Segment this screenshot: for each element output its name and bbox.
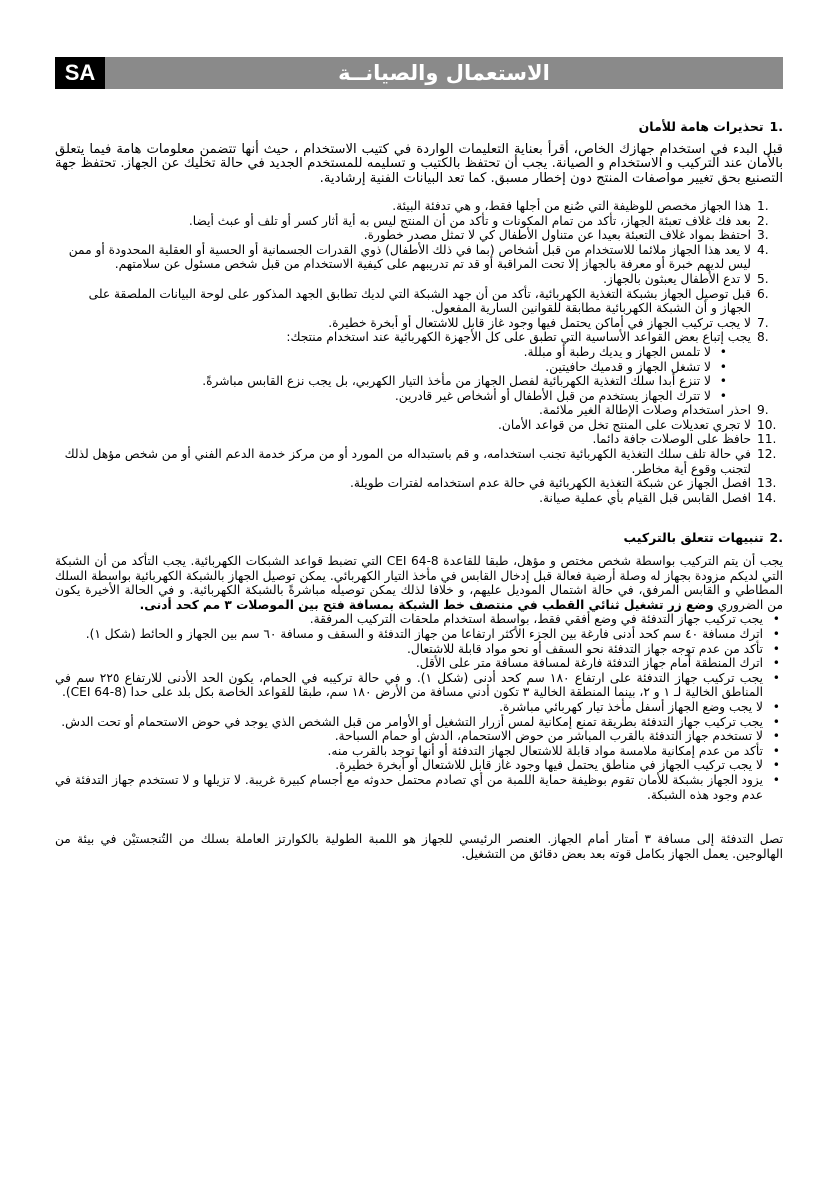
safety-intro-paragraph: قبل البدء في استخدام جهازك الخاص، أقرأ بعناية التعليمات الواردة في كتيب الاستخدام ، حيث أنها تتضمن معلومات هامة فيما يتعلق بالأمان عند التركيب و الاستخدام و الصيانة. يجب أن تحتفظ بالكتيب و تسليمه للمستخدم الجديد في حالة تخليك عن الجهاز. تحتفظ جهة التصنيع بحق تغيير مواصفات المنتج دون إخطار مسبق. كما تعد البيانات الفنية إرشادية.: [55, 141, 783, 187]
section-title: تحذيرات هامة للأمان: [638, 119, 764, 134]
section-number: .2: [769, 530, 783, 546]
electrical-rules-sublist: [55, 345, 751, 403]
bullet-item: • تأكد من عدم إمكانية ملامسة مواد قابلة للاشتعال لجهاز التدفئة أو أنها توجد بالقرب منه.: [55, 744, 783, 759]
list-item: 5. لا تدع الأطفال يعبثون بالجهاز.: [603, 271, 769, 286]
page-title: الاستعمال والصيانــة: [105, 57, 783, 89]
installation-bullets: [55, 612, 783, 802]
list-item: 14. افصل القابس قبل القيام بأي عملية صيانة.: [539, 490, 777, 505]
section-title: تنبيهات تتعلق بالتركيب: [623, 530, 764, 546]
country-code-badge: SA: [55, 57, 105, 89]
section-heading-installation: [55, 531, 783, 546]
list-item: 12. في حالة تلف سلك التغذية الكهربائية تجنب استخدامه، و قم باستبداله من المورد أو من مركز خدمة الدعم الفني أو من شخص مؤهل لذلك لتجنب وقوع أية مخاطر.: [64, 447, 777, 476]
bullet-item: • يجب تركيب جهاز التدفئة على ارتفاع ١٨٠ سم كحد أدنى (شكل ١). و في حالة تركيبه في الحمام، يكون الحد الأدنى للارتفاع ٢٢٥ سم في المناطق الخالية لـ ١ و ٢، بينما المنطقة الخالية ٣ تكون أدني مسافة من الأرض ١٨٠ سم، طبقا للقواعد الخاصة بكل بلد على حدا (CEI 64-8).: [55, 671, 783, 700]
page-header: [55, 57, 783, 89]
list-item: 1. هذا الجهاز مخصص للوظيفة التي صُنع من أجلها فقط، و هي تدفئة البيئة.: [392, 198, 769, 213]
sub-list-item: • لا تنزع أبدا سلك التغذية الكهربائية لفصل الجهاز من مأخذ التيار الكهربي، بل يجب نزع القابس مباشرةً.: [55, 374, 729, 389]
bullet-item: • لا يجب تركيب الجهاز في مناطق يحتمل فيها وجود غاز قابل للاشتعال أو أبخرة خطيرة.: [55, 758, 783, 773]
list-item: 11. حافظ على الوصلات جافة دائما.: [592, 432, 777, 447]
installation-paragraph: يجب أن يتم التركيب بواسطة شخص مختص و مؤهل، طبقا للقاعدة CEI 64-8 التي تضبط قواعد الشبكات الكهربائية. يجب التأكد من أن الشبكة التي لديكم مزودة بجهاز له وصلة أرضية فعالة قبل إدخال القابس في مأخذ التيار الكهربائي. يمكن توصيل الجهاز بالشبكة الكهربائية بواسطة السلك المطاطي و القابس المرفق، في حالة اشتمال الموديل عليهم، و خلافا لذلك يمكن توصيله مباشرةً بالشبكة الكهربائية. و في الحالة الأخيرة يكون من الضروري وضع زر تشغيل ثنائي القطب في منتصف خط الشبكة بمسافة فتح بين الموصلات ٣ مم كحد أدنى.: [55, 554, 784, 612]
sub-list-item: • لا تشغل الجهاز و قدميك حافيتين.: [55, 360, 729, 375]
bullet-item: • يجب تركيب جهاز التدفئة في وضع أفقي فقط، بواسطة استخدام ملحقات التركيب المرفقة.: [55, 612, 783, 627]
bullet-item: • يزود الجهاز بشبكة للأمان تقوم بوظيفة حماية اللمبة من أي تصادم محتمل حدوثه مع أجسام كبيرة غريبة. لا تزيلها و لا تستخدم جهاز التدفئة في عدم وجود هذه الشبكة.: [55, 773, 783, 802]
list-item: 4. لا يعد هذا الجهاز ملائما للاستخدام من قبل أشخاص (بما في ذلك الأطفال) ذوي القدرات الجسمانية أو الحسية أو العقلية المحدودة أو ممن ليس لديهم خبرة أو معرفة بالجهاز إلا تحت المراقبة أو قد تم تدريبهم على كيفية الاستخدام من قبل شخص مسئول عن سلامتهم.: [68, 242, 769, 272]
section-number: .1: [769, 119, 783, 134]
bullet-item: • اترك مسافة ٤٠ سم كحد أدنى فارغة بين الجزء الأكثر ارتفاعا من جهاز التدفئة و السقف و مسافة ٦٠ سم بين الجهاز و الحائط (شكل ١).: [55, 627, 783, 642]
list-item: 2. بعد فك غلاف تعبئة الجهاز، تأكد من تمام المكونات و تأكد من أن المنتج ليس به أية أثار كسر أو تلف أو عبث أيضا.: [188, 213, 769, 228]
list-item: 13. افصل الجهاز عن شبكة التغذية الكهربائية في حالة عدم استخدامه لفترات طويلة.: [349, 476, 777, 491]
list-item: 9. احذر استخدام وصلات الإطالة الغير ملائمة.: [538, 403, 769, 418]
bullet-item: • يجب تركيب جهاز التدفئة بطريقة تمنع إمكانية لمس أزرار التشغيل أو الأوامر من قبل الشخص الذي يوجد في حوض الاستحمام أو تحت الدش.: [55, 715, 783, 730]
list-item: 8. يجب إتباع بعض القواعد الأساسية التي تطبق على كل الأجهزة الكهربائية عند استخدام منتجك: • لا تلمس الجهاز و يديك رطبة أو مبللة. • لا تشغل الجهاز و قدميك حافيتين. • لا تنزع أبدا سلك التغذية الكهربائية لفصل الجهاز من مأخذ التيار الكهربي، بل يجب نزع القابس مباشرةً. • لا تترك الجهاز يستخدم من قبل الأطفال أو أشخاص غير قادرين.: [55, 330, 783, 403]
list-item: 6. قبل توصيل الجهاز بشبكة التغذية الكهربائية، تأكد من أن جهد الشبكة التي لديك تطابق الجهد المذكور على لوحة البيانات الملصقة على الجهاز و أن الشبكة الكهربائية مطابقة للقوانين السارية المفعول.: [88, 286, 769, 316]
list-item: 10. لا تجري تعديلات على المنتج تخل من قواعد الأمان.: [498, 417, 777, 432]
section-heading-safety: [55, 120, 783, 135]
bullet-item: • تأكد من عدم توجه جهاز التدفئة نحو السقف أو نحو مواد قابلة للاشتعال.: [55, 642, 783, 657]
sub-list-item: • لا تلمس الجهاز و يديك رطبة أو مبللة.: [55, 345, 729, 360]
document-body: [55, 120, 783, 874]
list-item: 3. احتفظ بمواد غلاف التعبئة بعيدا عن متناول الأطفال كي لا تمثل مصدر خطورة.: [363, 228, 769, 243]
closing-paragraph: تصل التدفئة إلى مسافة ٣ أمتار أمام الجهاز. العنصر الرئيسي للجهاز هو اللمبة الطولية بالكوارتز العاملة بسلك من التُنجستيْن في بيئة من الهالوجين. يعمل الجهاز بكامل قوته بعد بعض دقائق من التشغيل.: [55, 832, 783, 861]
bipolar-switch-requirement: وضع زر تشغيل ثنائي القطب في منتصف خط الشبكة بمسافة فتح بين الموصلات ٣ مم كحد أدنى.: [139, 597, 714, 612]
bullet-item: • لا تستخدم جهاز التدفئة بالقرب المباشر من حوض الاستحمام، الدش أو حمام السباحة.: [55, 729, 783, 744]
safety-warnings-list: [55, 199, 783, 505]
bullet-item: • اترك المنطقة أمام جهاز التدفئة فارغة لمسافة مسافة متر على الأقل.: [55, 656, 783, 671]
bullet-item: • لا يجب وضع الجهاز أسفل مأخذ تيار كهربائي مباشرة.: [55, 700, 783, 715]
sub-list-item: • لا تترك الجهاز يستخدم من قبل الأطفال أو أشخاص غير قادرين.: [55, 389, 729, 404]
list-item: 7. لا يجب تركيب الجهاز في أماكن يحتمل فيها وجود غاز قابل للاشتعال أو أبخرة خطيرة.: [328, 315, 769, 330]
